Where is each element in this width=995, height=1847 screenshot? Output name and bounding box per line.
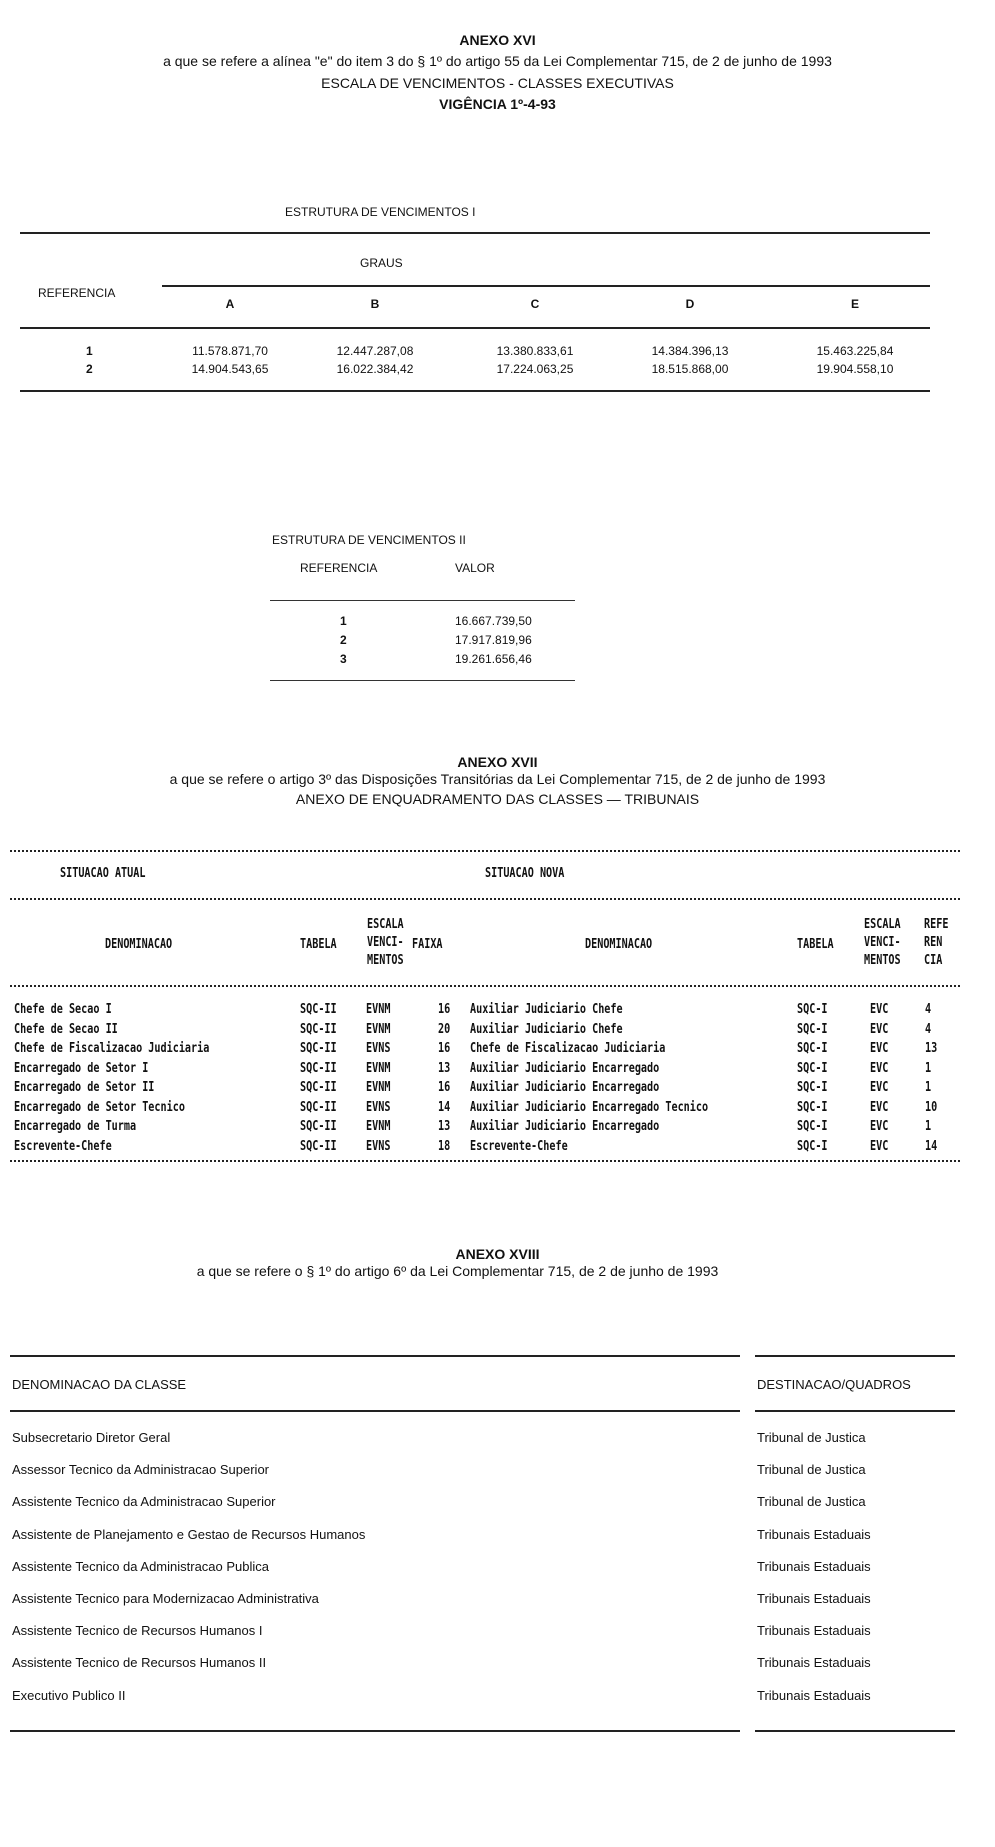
value-cell: 11.578.871,70 [192, 344, 268, 358]
escala-cell: EVNS [366, 1041, 391, 1056]
divider [10, 1410, 740, 1412]
referencia-cell: 14 [925, 1138, 938, 1154]
anexo16-title: ANEXO XVI [459, 32, 536, 48]
divider [20, 327, 930, 329]
faixa-cell: 16 [438, 1080, 451, 1095]
divider [755, 1730, 955, 1732]
denominacao-cell: Chefe de Secao I [14, 1002, 112, 1017]
anexo16-vigencia: VIGÊNCIA 1º-4-93 [439, 96, 556, 112]
denominacao-nova-cell: Auxiliar Judiciario Encarregado [470, 1060, 660, 1076]
denominacao-nova-cell: Auxiliar Judiciario Encarregado [470, 1119, 660, 1134]
destinacao-cell: Tribunal de Justica [757, 1462, 866, 1478]
valor-cell: 19.261.656,46 [455, 652, 532, 666]
table2-valor-header: VALOR [455, 561, 495, 575]
valor-cell: 17.917.819,96 [455, 633, 532, 647]
graus-header: GRAUS [360, 256, 403, 270]
referencia-cell: 3 [340, 652, 347, 666]
anexo16-subtitle: a que se refere a alínea "e" do item 3 do § 1º do artigo 55 da Lei Complementar 715, de 2 de junho de 1993 [163, 53, 832, 69]
referencia-cell: 1 [86, 344, 93, 358]
divider [270, 600, 575, 601]
divider [10, 850, 960, 852]
denominacao-header: DENOMINACAO [105, 937, 173, 952]
escala-nova-cell: EVC [870, 1138, 889, 1154]
situacao-atual-header: SITUACAO ATUAL [60, 866, 146, 881]
destinacao-header: DESTINACAO/QUADROS [757, 1377, 911, 1392]
divider [755, 1355, 955, 1357]
tabela-nova-cell: SQC-I [797, 1080, 828, 1095]
denominacao-cell: Encarregado de Setor I [14, 1060, 149, 1076]
destinacao-cell: Tribunal de Justica [757, 1430, 866, 1445]
value-cell: 17.224.063,25 [496, 362, 574, 376]
tabela-nova-cell: SQC-I [797, 1060, 828, 1076]
denominacao-nova-cell: Escrevente-Chefe [470, 1138, 568, 1154]
escala-header: ESCALA [367, 917, 404, 932]
value-cell: 18.515.868,00 [651, 362, 729, 376]
destinacao-cell: Tribunais Estaduais [757, 1591, 871, 1606]
anexo17-heading: ANEXO DE ENQUADRAMENTO DAS CLASSES — TRIBUNAIS [295, 791, 700, 807]
denominacao-nova-cell: Auxiliar Judiciario Chefe [470, 1021, 623, 1037]
denominacao-nova-header: DENOMINACAO [585, 937, 653, 952]
tabela-cell: SQC-II [300, 1080, 337, 1095]
escala-cell: EVNM [366, 1021, 391, 1037]
escala-cell: EVNM [366, 1119, 391, 1134]
escala-cell: EVNM [366, 1080, 391, 1095]
faixa-cell: 16 [438, 1041, 451, 1056]
referencia-header: REN [924, 935, 943, 950]
referencia-cell: 4 [925, 1021, 932, 1037]
faixa-cell: 20 [438, 1021, 451, 1037]
escala-nova-header: VENCI- [864, 935, 901, 950]
classe-cell: Assistente Tecnico de Recursos Humanos II [12, 1655, 267, 1671]
faixa-cell: 14 [438, 1099, 451, 1115]
destinacao-cell: Tribunais Estaduais [757, 1687, 871, 1703]
tabela-nova-cell: SQC-I [797, 1138, 828, 1154]
situacao-nova-header: SITUACAO NOVA [485, 866, 565, 881]
denominacao-cell: Escrevente-Chefe [14, 1138, 112, 1154]
tabela-cell: SQC-II [300, 1041, 337, 1056]
anexo16-heading: ESCALA DE VENCIMENTOS - CLASSES EXECUTIVAS [321, 75, 674, 91]
value-cell: 19.904.558,10 [816, 362, 894, 376]
divider [162, 285, 930, 287]
referencia-cell: 1 [925, 1119, 932, 1134]
anexo17-subtitle: a que se refere o artigo 3º das Disposições Transitórias da Lei Complementar 715, de 2 de junho de 1993 [169, 771, 826, 787]
destinacao-cell: Tribunais Estaduais [757, 1558, 871, 1574]
denominacao-nova-cell: Chefe de Fiscalizacao Judiciaria [470, 1041, 666, 1056]
referencia-cell: 2 [340, 633, 347, 647]
tabela-cell: SQC-II [300, 1099, 337, 1115]
destinacao-cell: Tribunal de Justica [757, 1494, 866, 1510]
faixa-header: FAIXA [412, 937, 443, 952]
anexo17-title: ANEXO XVII [457, 754, 538, 770]
grau-column-header: A [225, 297, 235, 311]
denominacao-nova-cell: Auxiliar Judiciario Chefe [470, 1002, 623, 1017]
tabela-cell: SQC-II [300, 1060, 337, 1076]
denominacao-cell: Encarregado de Setor Tecnico [14, 1099, 185, 1115]
divider [10, 898, 960, 900]
referencia-header: REFE [924, 917, 949, 932]
classe-header: DENOMINACAO DA CLASSE [12, 1377, 187, 1392]
tabela-cell: SQC-II [300, 1119, 337, 1134]
divider [10, 1355, 740, 1357]
escala-nova-cell: EVC [870, 1041, 889, 1056]
divider [20, 390, 930, 392]
escala-cell: EVNM [366, 1002, 391, 1017]
classe-cell: Executivo Publico II [12, 1687, 126, 1703]
classe-cell: Assessor Tecnico da Administracao Superior [12, 1462, 269, 1478]
referencia-header: CIA [924, 953, 943, 968]
referencia-header: REFERENCIA [38, 286, 116, 300]
tabela-nova-cell: SQC-I [797, 1099, 828, 1115]
referencia-cell: 2 [86, 362, 93, 376]
grau-column-header: B [370, 297, 380, 311]
divider [270, 680, 575, 681]
table1-title: ESTRUTURA DE VENCIMENTOS I [285, 205, 476, 219]
escala-nova-header: MENTOS [864, 953, 901, 968]
anexo18-title: ANEXO XVIII [455, 1246, 540, 1262]
classe-cell: Assistente Tecnico da Administracao Publica [12, 1558, 270, 1574]
tabela-nova-cell: SQC-I [797, 1002, 828, 1017]
divider [10, 985, 960, 987]
classe-cell: Assistente Tecnico para Modernizacao Administrativa [12, 1591, 319, 1606]
classe-cell: Assistente Tecnico de Recursos Humanos I [12, 1623, 263, 1639]
escala-nova-cell: EVC [870, 1060, 889, 1076]
anexo18-subtitle: a que se refere o § 1º do artigo 6º da Lei Complementar 715, de 2 de junho de 1993 [196, 1263, 719, 1279]
faixa-cell: 16 [438, 1002, 451, 1017]
referencia-cell: 10 [925, 1099, 938, 1115]
faixa-cell: 13 [438, 1060, 451, 1076]
escala-nova-header: ESCALA [864, 917, 901, 932]
divider [10, 1730, 740, 1732]
escala-cell: EVNM [366, 1060, 391, 1076]
escala-nova-cell: EVC [870, 1080, 889, 1095]
referencia-cell: 1 [340, 614, 347, 628]
destinacao-cell: Tribunais Estaduais [757, 1526, 871, 1542]
escala-nova-cell: EVC [870, 1002, 889, 1017]
tabela-cell: SQC-II [300, 1021, 337, 1037]
escala-header: VENCI- [367, 935, 404, 950]
classe-cell: Subsecretario Diretor Geral [12, 1430, 171, 1445]
escala-nova-cell: EVC [870, 1021, 889, 1037]
faixa-cell: 13 [438, 1119, 451, 1134]
denominacao-cell: Chefe de Secao II [14, 1021, 118, 1037]
referencia-cell: 13 [925, 1041, 938, 1056]
tabela-nova-cell: SQC-I [797, 1021, 828, 1037]
escala-nova-cell: EVC [870, 1099, 889, 1115]
tabela-nova-header: TABELA [797, 937, 834, 952]
denominacao-nova-cell: Auxiliar Judiciario Encarregado Tecnico [470, 1099, 709, 1115]
table2-ref-header: REFERENCIA [300, 561, 378, 575]
escala-cell: EVNS [366, 1099, 391, 1115]
classe-cell: Assistente de Planejamento e Gestao de Recursos Humanos [12, 1526, 366, 1542]
grau-column-header: C [530, 297, 540, 311]
faixa-cell: 18 [438, 1138, 451, 1154]
tabela-cell: SQC-II [300, 1002, 337, 1017]
divider [20, 232, 930, 234]
value-cell: 15.463.225,84 [816, 344, 894, 358]
denominacao-nova-cell: Auxiliar Judiciario Encarregado [470, 1080, 660, 1095]
denominacao-cell: Encarregado de Turma [14, 1119, 137, 1134]
tabela-cell: SQC-II [300, 1138, 337, 1154]
grau-column-header: D [685, 297, 695, 311]
escala-header: MENTOS [367, 953, 404, 968]
valor-cell: 16.667.739,50 [455, 614, 532, 628]
grau-column-header: E [850, 297, 859, 311]
divider [755, 1410, 955, 1412]
divider [10, 1160, 960, 1162]
denominacao-cell: Encarregado de Setor II [14, 1080, 155, 1095]
referencia-cell: 1 [925, 1060, 932, 1076]
value-cell: 14.384.396,13 [651, 344, 729, 358]
destinacao-cell: Tribunais Estaduais [757, 1623, 871, 1639]
denominacao-cell: Chefe de Fiscalizacao Judiciaria [14, 1041, 210, 1056]
table2-title: ESTRUTURA DE VENCIMENTOS II [272, 533, 466, 547]
value-cell: 12.447.287,08 [336, 344, 414, 358]
escala-nova-cell: EVC [870, 1119, 889, 1134]
referencia-cell: 4 [925, 1002, 932, 1017]
escala-cell: EVNS [366, 1138, 391, 1154]
tabela-header: TABELA [300, 937, 337, 952]
destinacao-cell: Tribunais Estaduais [757, 1655, 871, 1671]
referencia-cell: 1 [925, 1080, 932, 1095]
tabela-nova-cell: SQC-I [797, 1041, 828, 1056]
value-cell: 13.380.833,61 [496, 344, 574, 358]
tabela-nova-cell: SQC-I [797, 1119, 828, 1134]
classe-cell: Assistente Tecnico da Administracao Superior [12, 1494, 276, 1510]
value-cell: 16.022.384,42 [336, 362, 414, 376]
value-cell: 14.904.543,65 [191, 362, 269, 376]
